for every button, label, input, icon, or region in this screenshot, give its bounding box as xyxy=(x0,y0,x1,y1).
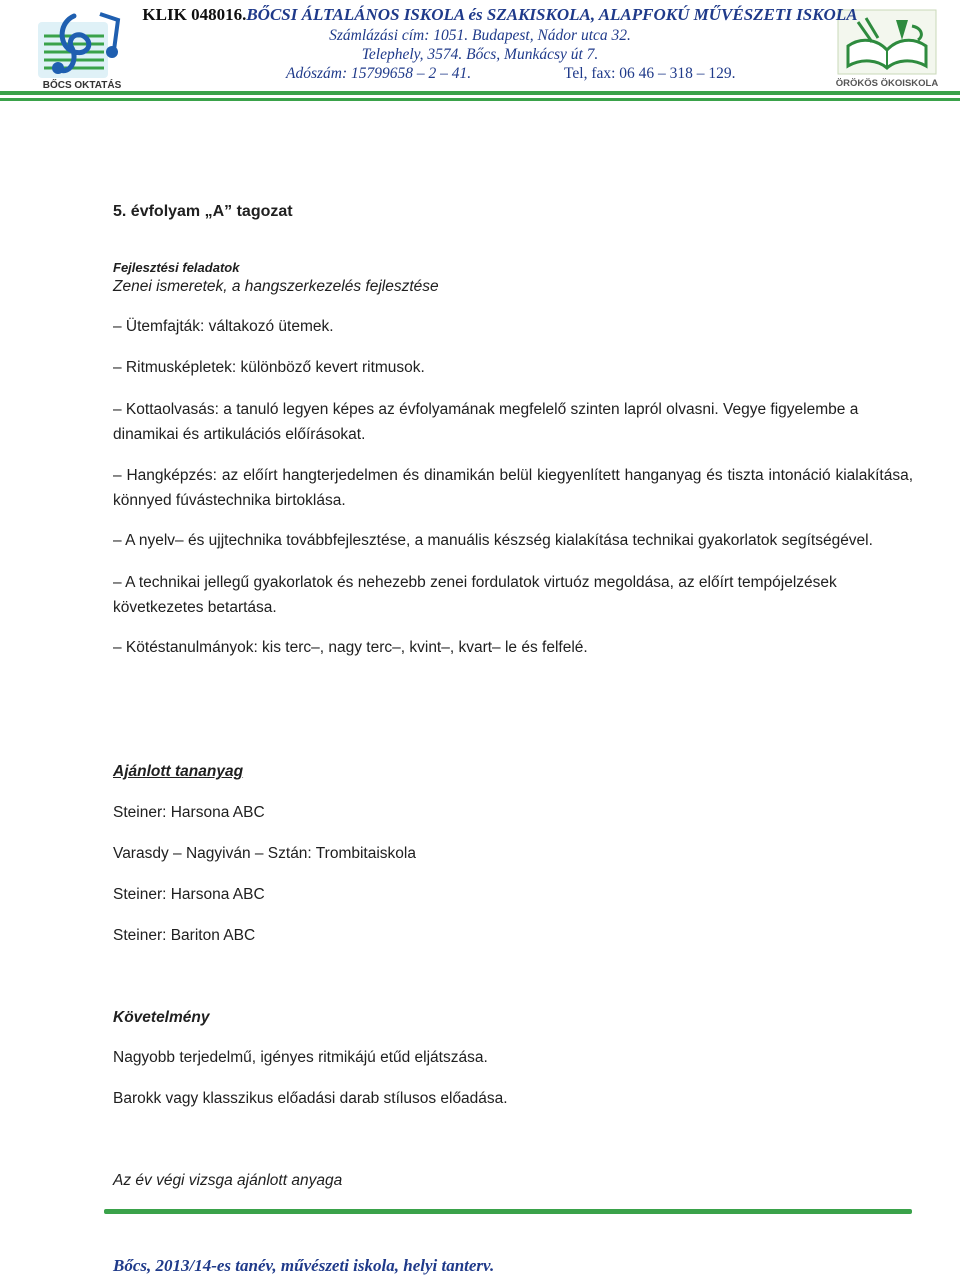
section-label: Fejlesztési feladatok xyxy=(113,260,240,275)
requirement-item: Barokk vagy klasszikus előadási darab stílusos előadása. xyxy=(113,1090,508,1107)
requirements-heading: Követelmény xyxy=(113,1009,210,1026)
recommended-item: Steiner: Harsona ABC xyxy=(113,886,265,903)
billing-address: Számlázási cím: 1051. Budapest, Nádor utca 32. xyxy=(329,27,631,44)
recommended-item: Steiner: Harsona ABC xyxy=(113,804,265,821)
list-item: – A technikai jellegű gyakorlatok és nehezebb zenei fordulatok virtuóz megoldása, az előírt tempójelzések következetes betartása. xyxy=(113,574,837,616)
recommended-heading: Ajánlott tananyag xyxy=(113,763,244,780)
list-item: – Hangképzés: az előírt hangterjedelmen és dinamikán belül kiegyenlített hanganyag és tiszta intonáció kialakítása, könnyed fúvástechnika birtoklása. xyxy=(113,467,913,509)
footer-rule xyxy=(104,1209,912,1214)
tax-id: Adószám: 15799658 – 2 – 41. xyxy=(286,65,472,82)
list-item: – A nyelv– és ujjtechnika továbbfejlesztése, a manuális készség kialakítása technikai gyakorlatok segítségével. xyxy=(113,532,873,549)
footer-text: Bőcs, 2013/14-es tanév, művészeti iskola, helyi tanterv. xyxy=(113,1256,495,1275)
list-item: – Kötéstanulmányok: kis terc–, nagy terc–, kvint–, kvart– le és felfelé. xyxy=(113,639,588,656)
logo-right-caption: ÖRÖKÖS ÖKOISKOLA xyxy=(835,78,939,89)
page-title: 5. évfolyam „A” tagozat xyxy=(113,203,293,220)
exam-heading: Az év végi vizsga ajánlott anyaga xyxy=(113,1172,343,1189)
logo-left-caption: BŐCS OKTATÁS xyxy=(42,80,122,91)
list-item: – Kottaolvasás: a tanuló legyen képes az évfolyamának megfelelő szinten lapról olvasni. Vegye figyelembe a dinamikai és artikulációs előírásokat. xyxy=(113,401,859,443)
school-name: BŐCSI ÁLTALÁNOS ISKOLA és SZAKISKOLA, ALAPFOKÚ MŰVÉSZETI ISKOLA xyxy=(246,5,858,24)
header-rule xyxy=(0,91,960,103)
list-item: – Ritmusképletek: különböző kevert ritmusok. xyxy=(113,359,425,376)
requirement-item: Nagyobb terjedelmű, igényes ritmikájú etűd eljátszása. xyxy=(113,1049,488,1066)
section-subtitle: Zenei ismeretek, a hangszerkezelés fejlesztése xyxy=(113,278,439,295)
recommended-item: Varasdy – Nagyiván – Sztán: Trombitaiskola xyxy=(113,845,416,862)
site-address: Telephely, 3574. Bőcs, Munkácsy út 7. xyxy=(361,46,599,63)
klik-code: KLIK 048016. xyxy=(142,5,247,24)
phone-fax: Tel, fax: 06 46 – 318 – 129. xyxy=(564,65,736,82)
recommended-item: Steiner: Bariton ABC xyxy=(113,927,256,944)
school-header-title xyxy=(0,5,960,25)
list-item: – Ütemfajták: váltakozó ütemek. xyxy=(113,318,334,335)
